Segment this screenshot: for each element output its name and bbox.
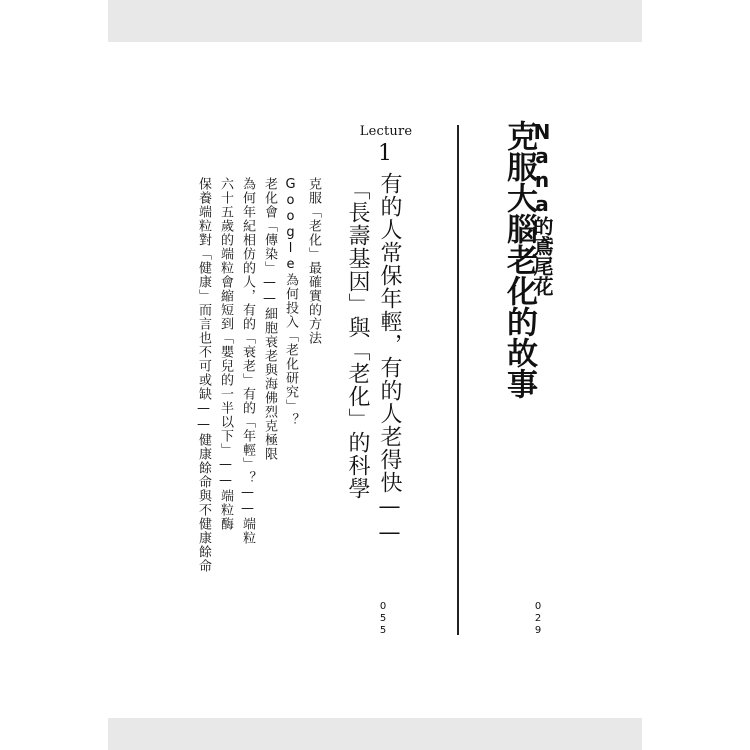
bottom-margin-band (108, 718, 642, 750)
page-digit: 0 (379, 601, 387, 612)
lecture-title-line-1: 有的人常保年輕，有的人老得快—— (377, 172, 402, 546)
section-title: 克服大腦老化的故事 (501, 120, 537, 399)
lecture-page-number (376, 601, 390, 637)
contents-item: 為何年紀相仿的人，有的「衰老」有的「年輕」？——端粒 (240, 177, 255, 545)
section-page-number (531, 601, 545, 637)
section-subtitle: Nana的鳶尾花 (530, 120, 554, 296)
page-digit: 5 (379, 625, 387, 636)
lecture-number: 1 (378, 141, 392, 166)
contents-item: 老化會「傳染」——細胞衰老與海佛烈克極限 (262, 177, 277, 461)
column-divider (457, 125, 459, 635)
page-digit: 2 (534, 613, 542, 624)
lecture-title-line-2: 「長壽基因」與「老化」的科學 (345, 178, 370, 500)
contents-item: 六十五歲的端粒會縮短到「嬰兒的一半以下」——端粒酶 (218, 177, 233, 531)
top-margin-band (108, 0, 642, 42)
page-digit: 9 (534, 625, 542, 636)
lecture-label: Lecture (359, 124, 413, 139)
page-digit: 0 (534, 601, 542, 612)
contents-item: Google為何投入「老化研究」？ (283, 177, 298, 427)
page-digit: 5 (379, 613, 387, 624)
contents-item: 保養端粒對「健康」而言也不可或缺——健康餘命與不健康餘命 (196, 177, 211, 573)
contents-item: 克服「老化」最確實的方法 (306, 177, 321, 345)
